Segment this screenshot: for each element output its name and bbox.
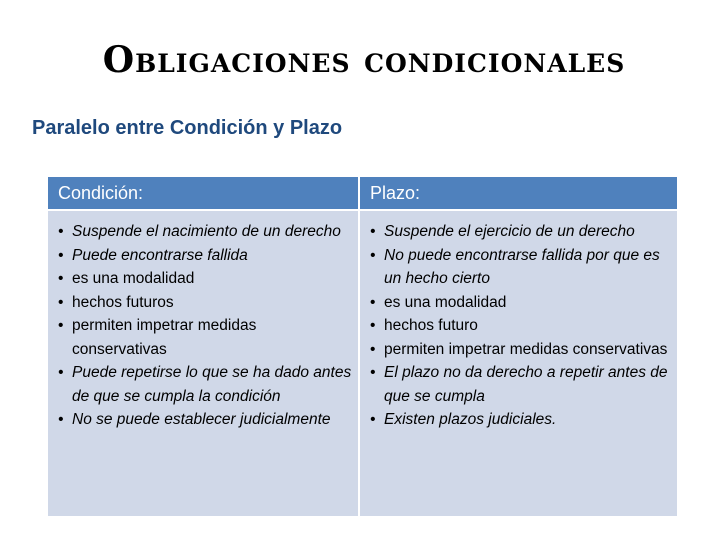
header-plazo: Plazo: <box>359 177 677 210</box>
list-item: • es una modalidad <box>56 267 352 291</box>
slide-subtitle: Paralelo entre Condición y Plazo <box>32 117 343 139</box>
list-item: • Suspende el ejercicio de un derecho <box>368 220 671 244</box>
condicion-cell <box>48 210 359 516</box>
list-item: • No se puede establecer judicialmente <box>56 408 352 432</box>
list-item: • hechos futuros <box>56 291 352 315</box>
table-header-row <box>48 177 677 210</box>
table-row <box>48 210 677 516</box>
plazo-cell <box>359 210 677 516</box>
plazo-list <box>368 220 671 432</box>
list-item: • Suspende el nacimiento de un derecho <box>56 220 352 244</box>
list-item: • permiten impetrar medidas conservativas <box>56 314 352 361</box>
list-item: • Puede encontrarse fallida <box>56 244 352 268</box>
comparison-table <box>48 177 677 516</box>
list-item: • hechos futuro <box>368 314 671 338</box>
list-item: • Puede repetirse lo que se ha dado antes de que se cumpla la condición <box>56 361 352 408</box>
slide-title: Obligaciones condicionales <box>102 39 626 81</box>
header-condicion: Condición: <box>48 177 359 210</box>
list-item: • El plazo no da derecho a repetir antes de que se cumpla <box>368 361 671 408</box>
list-item: • No puede encontrarse fallida por que es un hecho cierto <box>368 244 671 291</box>
list-item: • permiten impetrar medidas conservativas <box>368 338 671 362</box>
list-item: • es una modalidad <box>368 291 671 315</box>
condicion-list <box>56 220 352 432</box>
list-item: • Existen plazos judiciales. <box>368 408 671 432</box>
